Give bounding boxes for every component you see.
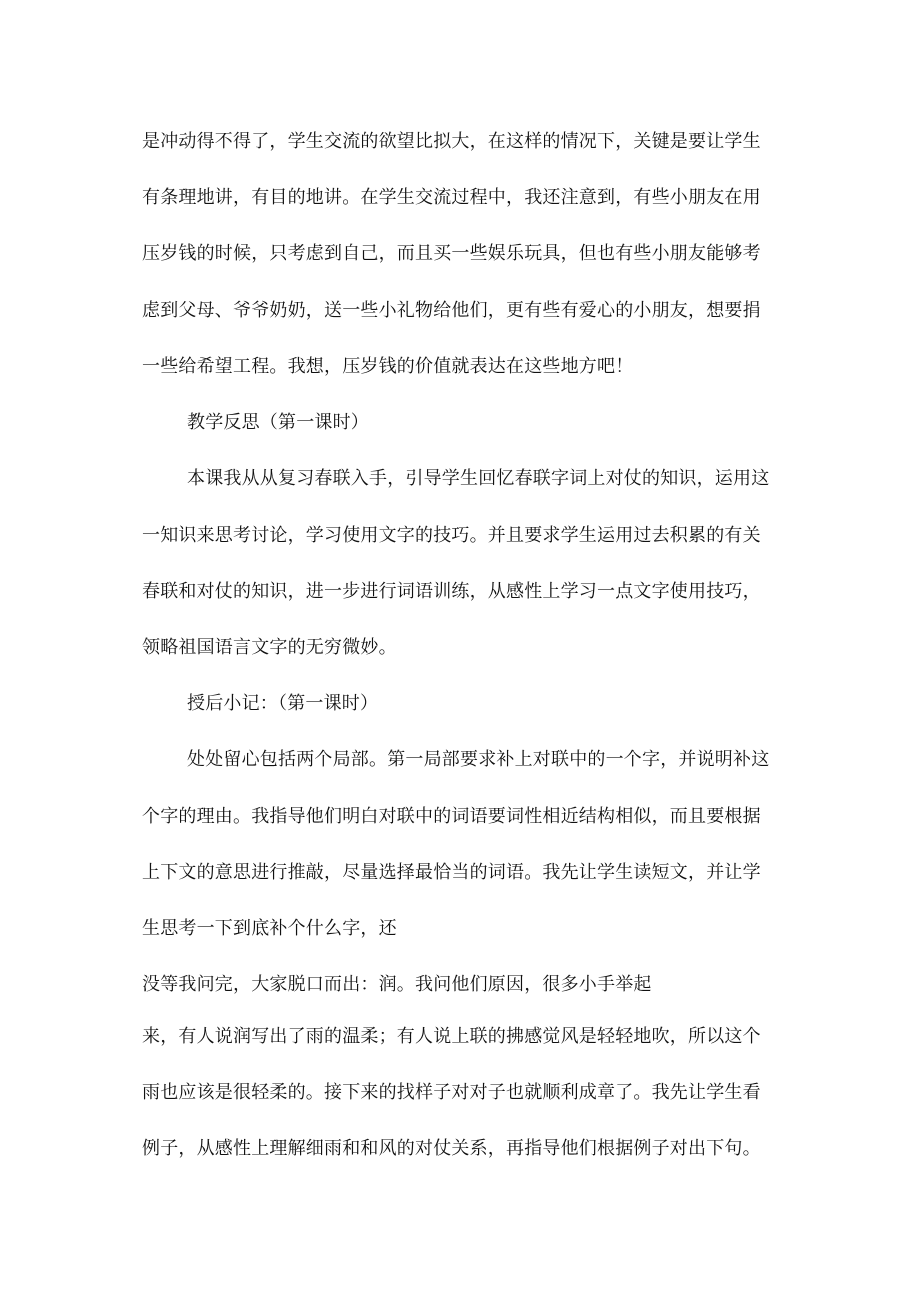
text-line: 没等我问完，大家脱口而出：润。我问他们原因，很多小手举起 bbox=[142, 974, 652, 995]
text-line: 处处留心包括两个局部。第一局部要求补上对联中的一个字，并说明补这 bbox=[187, 749, 770, 770]
text-line: 一些给希望工程。我想，压岁钱的价值就表达在这些地方吧！ bbox=[142, 356, 634, 377]
text-line: 来，有人说润写出了雨的温柔；有人说上联的拂感觉风是轻轻地吹，所以这个 bbox=[142, 1026, 761, 1047]
text-line: 是冲动得不得了，学生交流的欲望比拟大，在这样的情况下，关键是要让学生 bbox=[142, 131, 761, 152]
text-line: 虑到父母、爷爷奶奶，送一些小礼物给他们，更有些有爱心的小朋友，想要捐 bbox=[142, 300, 761, 321]
text-line: 春联和对仗的知识，进一步进行词语训练，从感性上学习一点文字使用技巧， bbox=[142, 581, 761, 602]
section-heading: 授后小记：（第一课时） bbox=[187, 693, 379, 714]
text-line: 例子，从感性上理解细雨和和风的对仗关系，再指导他们根据例子对出下句。 bbox=[142, 1138, 761, 1159]
text-line: 一知识来思考讨论，学习使用文字的技巧。并且要求学生运用过去积累的有关 bbox=[142, 525, 761, 546]
text-line: 个字的理由。我指导他们明白对联中的词语要词性相近结构相似，而且要根据 bbox=[142, 806, 761, 827]
text-line: 压岁钱的时候，只考虑到自己，而且买一些娱乐玩具，但也有些小朋友能够考 bbox=[142, 243, 761, 264]
text-line: 本课我从从复习春联入手，引导学生回忆春联字词上对仗的知识，运用这 bbox=[187, 468, 770, 489]
text-line: 有条理地讲，有目的地讲。在学生交流过程中，我还注意到，有些小朋友在用 bbox=[142, 187, 761, 208]
text-line: 生思考一下到底补个什么字，还 bbox=[142, 918, 397, 939]
text-line: 雨也应该是很轻柔的。接下来的找样子对对子也就顺利成章了。我先让学生看 bbox=[142, 1082, 761, 1103]
text-line: 上下文的意思进行推敲，尽量选择最恰当的词语。我先让学生读短文，并让学 bbox=[142, 862, 761, 883]
text-line: 领略祖国语言文字的无穷微妙。 bbox=[142, 637, 397, 658]
section-heading: 教学反思（第一课时） bbox=[187, 412, 369, 433]
